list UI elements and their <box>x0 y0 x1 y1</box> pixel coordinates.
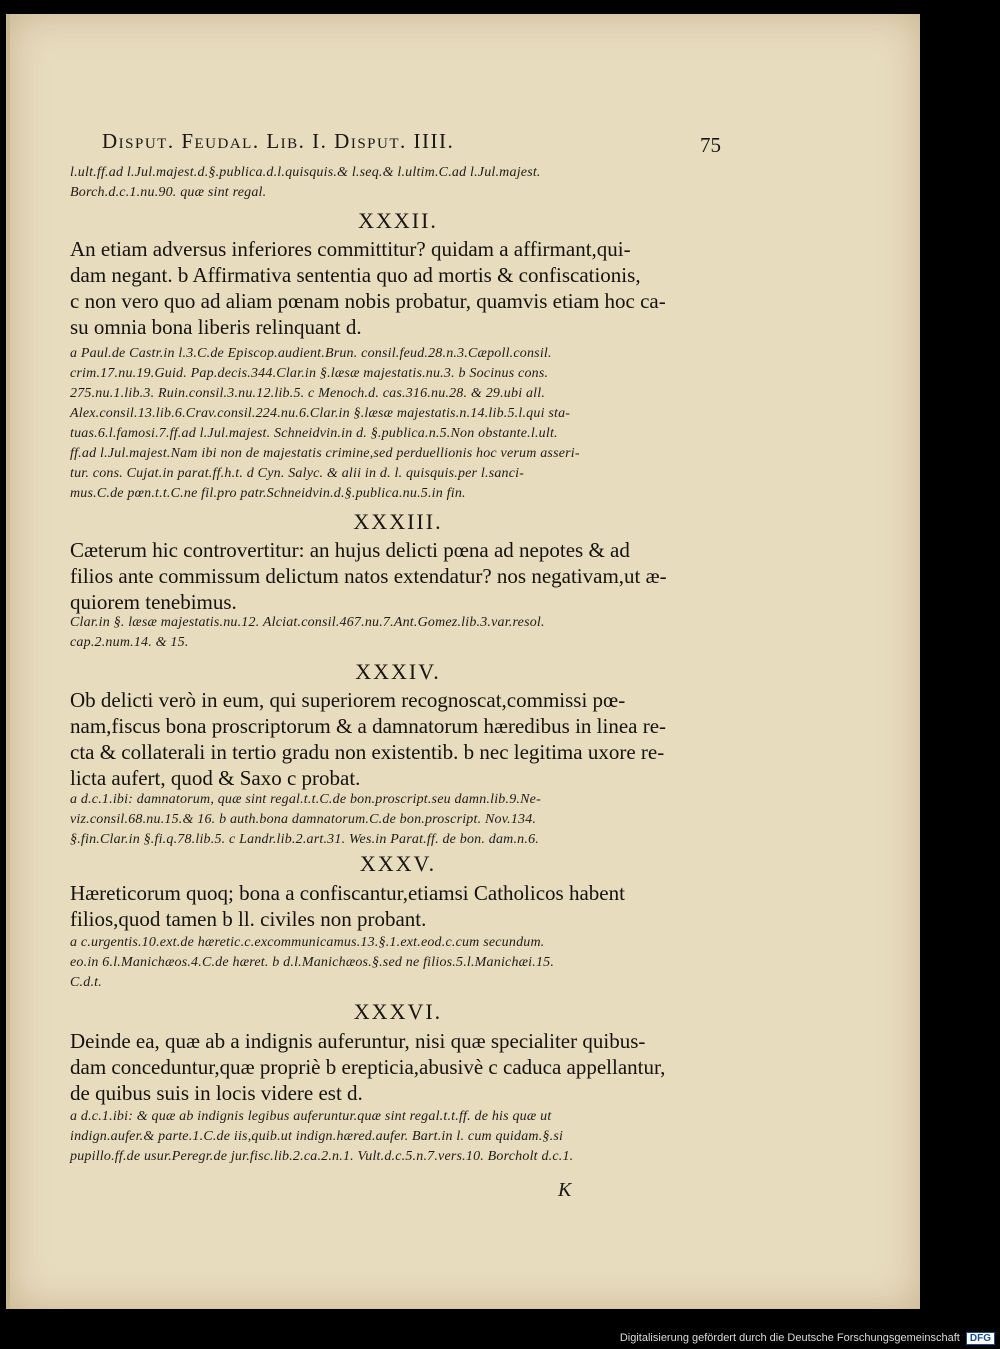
text-line: An etiam adversus inferiores committitur? quidam a affirmant,qui- <box>70 237 631 261</box>
paragraph <box>70 880 720 932</box>
citation-line: Borch.d.c.1.nu.90. quæ sint regal. <box>70 185 267 200</box>
citation-line: Clar.in §. læsæ majestatis.nu.12. Alciat.consil.467.nu.7.Ant.Gomez.lib.3.var.resol. <box>70 615 545 630</box>
citation-line: cap.2.num.14. & 15. <box>70 635 189 650</box>
text-line: Cæterum hic controvertitur: an hujus delicti pœna ad nepotes & ad <box>70 538 630 562</box>
paragraph <box>70 687 720 791</box>
text-line: filios ante commissum delictum natos extendatur? nos negativam,ut æ- <box>70 564 667 588</box>
citation-block <box>70 790 726 850</box>
section-heading: XXXVI. <box>353 999 443 1024</box>
citation-line: C.d.t. <box>70 975 102 990</box>
running-header: Disput. Feudal. Lib. I. Disput. IIII. <box>102 129 455 153</box>
dfg-logo[interactable]: DFG <box>966 1332 995 1345</box>
text-line: Hæreticorum quoq; bona a confiscantur,etiamsi Catholicos habent <box>70 881 625 905</box>
citation-line: §.fin.Clar.in §.fi.q.78.lib.5. c Landr.lib.2.art.31. Wes.in Parat.ff. de bon. dam.n.6. <box>70 832 539 847</box>
citation-line: tuas.6.l.famosi.7.ff.ad l.Jul.majest. Schneidvin.in d. §.publica.n.5.Non obstante.l.ult. <box>70 426 558 441</box>
page-number: 75 <box>700 133 721 157</box>
text-line: de quibus suis in locis videre est d. <box>70 1081 363 1105</box>
citation-line: l.ult.ff.ad l.Jul.majest.d.§.publica.d.l.quisquis.& l.seq.& l.ultim.C.ad l.Jul.majest. <box>70 165 541 180</box>
citation-line: a d.c.1.ibi: & quæ ab indignis legibus auferuntur.quæ sint regal.t.t.ff. de his quæ ut <box>70 1109 552 1124</box>
citation-line: mus.C.de pœn.t.t.C.ne fil.pro patr.Schneidvin.d.§.publica.nu.5.in fin. <box>70 486 466 501</box>
section-heading: XXXV. <box>359 851 437 876</box>
text-line: nam,fiscus bona proscriptorum & a damnatorum hæredibus in linea re- <box>70 714 667 738</box>
citation-block <box>70 1107 726 1167</box>
citation-line: Alex.consil.13.lib.6.Crav.consil.224.nu.6.Clar.in §.læsæ majestatis.n.14.lib.5.l.qui sta- <box>70 406 571 421</box>
text-line: Deinde ea, quæ ab a indignis auferuntur, nisi quæ specialiter quibus- <box>70 1029 646 1053</box>
citation-line: a d.c.1.ibi: damnatorum, quæ sint regal.t.t.C.de bon.proscript.seu damn.lib.9.Ne- <box>70 792 541 807</box>
citation-line: pupillo.ff.de usur.Peregr.de jur.fisc.lib.2.ca.2.n.1. Vult.d.c.5.n.7.vers.10. Borcholt d.c.1. <box>70 1149 574 1164</box>
text-line: c non vero quo ad aliam pœnam nobis probatur, quamvis etiam hoc ca- <box>70 289 666 313</box>
footer-text: Digitalisierung gefördert durch die Deutsche Forschungsgemeinschaft <box>619 1332 960 1344</box>
citation-block <box>70 163 726 203</box>
paragraph <box>70 1028 720 1106</box>
text-line: Ob delicti verò in eum, qui superiorem recognoscat,commissi pœ- <box>70 688 626 712</box>
citation-line: 275.nu.1.lib.3. Ruin.consil.3.nu.12.lib.5. c Menoch.d. cas.316.nu.28. & 29.ubi all. <box>70 386 546 401</box>
section-heading: XXXIII. <box>353 509 443 534</box>
text-line: su omnia bona liberis relinquant d. <box>70 315 362 339</box>
text-line: filios,quod tamen b ll. civiles non probant. <box>70 907 427 931</box>
section-heading: XXXIV. <box>355 659 441 684</box>
paragraph <box>70 236 720 340</box>
section-heading: XXXII. <box>358 208 438 233</box>
text-line: dam negant. b Affirmativa sententia quo ad mortis & confiscationis, <box>70 263 641 287</box>
citation-line: indign.aufer.& parte.1.C.de iis,quib.ut indign.hæred.aufer. Bart.in l. cum quidam.§.si <box>70 1129 564 1144</box>
citation-line: eo.in 6.l.Manichæos.4.C.de hæret. b d.l.Manichæos.§.sed ne filios.5.l.Manichæi.15. <box>70 955 555 970</box>
citation-block <box>70 933 726 993</box>
text-line: quiorem tenebimus. <box>70 590 237 614</box>
catchword: K <box>558 1179 572 1201</box>
text-line: licta aufert, quod & Saxo c probat. <box>70 766 361 790</box>
paragraph <box>70 537 720 615</box>
citation-line: a Paul.de Castr.in l.3.C.de Episcop.audient.Brun. consil.feud.28.n.3.Cæpoll.consil. <box>70 346 552 361</box>
footer-credit <box>600 1332 995 1345</box>
citation-block <box>70 344 726 504</box>
citation-line: tur. cons. Cujat.in parat.ff.h.t. d Cyn. Salyc. & alii in d. l. quisquis.per l.sanci- <box>70 466 525 481</box>
citation-line: a c.urgentis.10.ext.de hæretic.c.excommunicamus.13.§.1.ext.eod.c.cum secundum. <box>70 935 545 950</box>
citation-block <box>70 613 726 653</box>
citation-line: ff.ad l.Jul.majest.Nam ibi non de majestatis crimine,sed perduellionis hoc verum asseri- <box>70 446 580 461</box>
text-line: cta & collaterali in tertio gradu non existentib. b nec legitima uxore re- <box>70 740 665 764</box>
text-line: dam conceduntur,quæ propriè b erepticia,abusivè c caduca appellantur, <box>70 1055 666 1079</box>
book-page <box>6 14 920 1309</box>
citation-line: viz.consil.68.nu.15.& 16. b auth.bona damnatorum.C.de bon.proscript. Nov.134. <box>70 812 537 827</box>
citation-line: crim.17.nu.19.Guid. Pap.decis.344.Clar.in §.læsæ majestatis.nu.3. b Socinus cons. <box>70 366 549 381</box>
